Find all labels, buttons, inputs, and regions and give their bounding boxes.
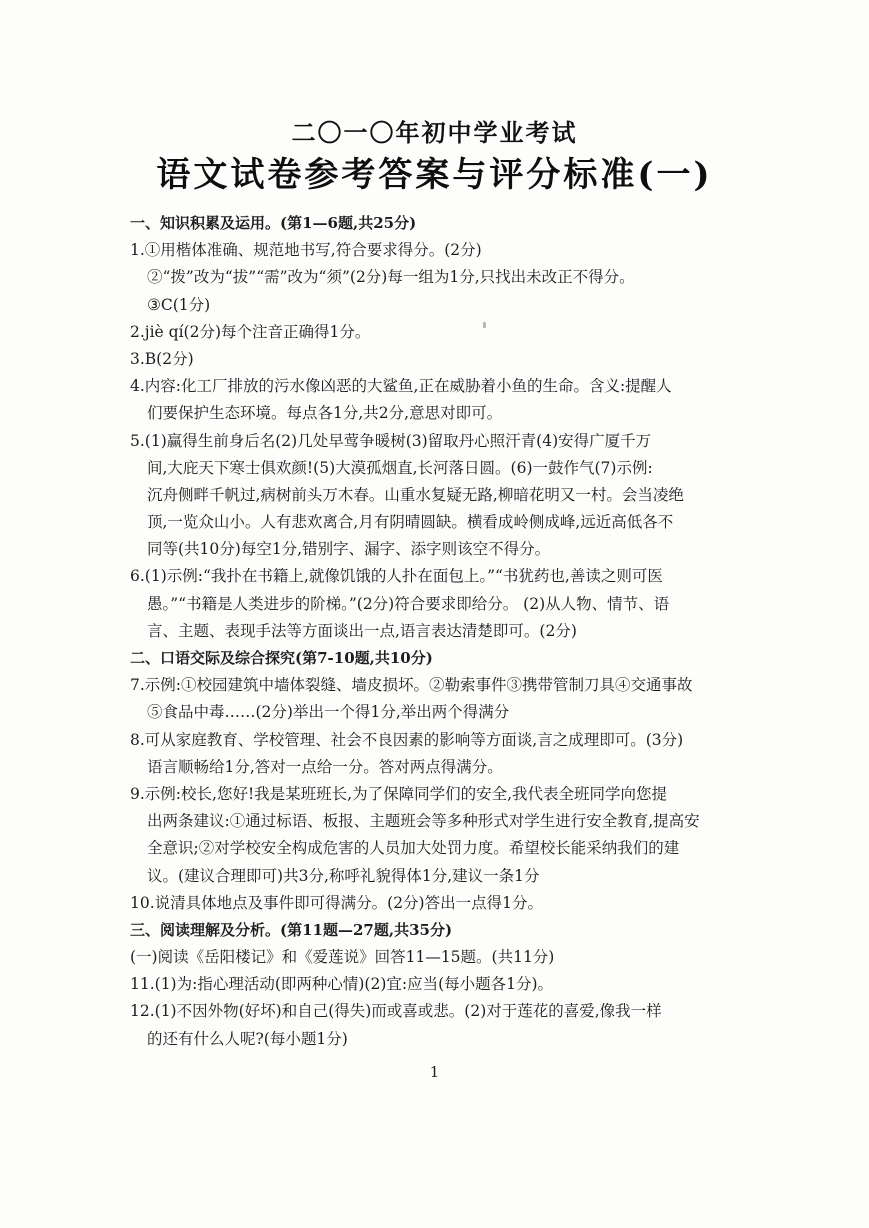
answer-item: 5.(1)赢得生前身后名(2)几处早莺争暖树(3)留取丹心照汗青(4)安得广厦千万 — [130, 431, 652, 450]
answer-continuation: 沉舟侧畔千帆过,病树前头万木春。山重水复疑无路,柳暗花明又一村。会当凌绝 — [147, 485, 684, 504]
answer-item: 9.示例:校长,您好!我是某班班长,为了保障同学们的安全,我代表全班同学向您提 — [130, 784, 668, 803]
answer-item: 12.(1)不因外物(好坏)和自己(得失)而或喜或悲。(2)对于莲花的喜爱,像我一样 — [130, 1002, 662, 1021]
answer-continuation: 出两条建议:①通过标语、板报、主题班会等多种形式对学生进行安全教育,提高安 — [147, 812, 700, 831]
section-heading: 三、阅读理解及分析。(第11题—27题,共35分) — [130, 920, 453, 939]
answer-item: 10.说清具体地点及事件即可得满分。(2分)答出一点得1分。 — [130, 893, 543, 912]
answer-continuation: 言、主题、表现手法等方面谈出一点,语言表达清楚即可。(2分) — [147, 621, 577, 640]
answer-continuation: 全意识;②对学校安全构成危害的人员加大处罚力度。希望校长能采纳我们的建 — [147, 839, 680, 858]
document-title: 语文试卷参考答案与评分标准(一) — [156, 155, 713, 195]
page-number: 1 — [429, 1063, 440, 1081]
exam-title: 二〇一〇年初中学业考试 — [291, 118, 578, 147]
answer-continuation: 议。(建议合理即可)共3分,称呼礼貌得体1分,建议一条1分 — [147, 866, 540, 885]
answer-continuation: 的还有什么人呢?(每小题1分) — [147, 1029, 348, 1048]
answer-item: 7.示例:①校园建筑中墙体裂缝、墙皮损坏。②勒索事件③携带管制刀具④交通事故 — [130, 676, 693, 695]
scan-speck — [483, 322, 486, 328]
answer-item: 3.B(2分) — [130, 349, 194, 368]
answer-item: 8.可从家庭教育、学校管理、社会不良因素的影响等方面谈,言之成理即可。(3分) — [130, 730, 684, 749]
section-heading: 一、知识积累及运用。(第1—6题,共25分) — [130, 214, 417, 232]
answer-item: 1.①用楷体准确、规范地书写,符合要求得分。(2分) — [130, 241, 482, 260]
answer-continuation: 语言顺畅给1分,答对一点给一分。答对两点得满分。 — [147, 757, 503, 776]
answer-continuation: ⑤食品中毒……(2分)举出一个得1分,举出两个得满分 — [147, 703, 510, 722]
answer-item: 6.(1)示例:“我扑在书籍上,就像饥饿的人扑在面包上。”“书犹药也,善读之则可医 — [130, 567, 663, 586]
section-heading: 二、口语交际及综合探究(第7-10题,共10分) — [130, 649, 433, 667]
answer-item: 4.内容:化工厂排放的污水像凶恶的大鲨鱼,正在威胁着小鱼的生命。含义:提醒人 — [130, 377, 672, 396]
answer-continuation: ②“拨”改为“拔”“需”改为“须”(2分)每一组为1分,只找出未改正不得分。 — [147, 268, 635, 287]
answer-item: 2.jiè qí(2分)每个注音正确得1分。 — [130, 322, 371, 341]
answer-content — [130, 210, 750, 1053]
answer-continuation: 同等(共10分)每空1分,错别字、漏字、添字则该空不得分。 — [147, 540, 551, 559]
answer-continuation: 愚。”“书籍是人类进步的阶梯。”(2分)符合要求即给分。 (2)从人物、情节、语 — [147, 594, 670, 613]
answer-continuation: ③C(1分) — [147, 295, 211, 314]
answer-continuation: 间,大庇天下寒士俱欢颜!(5)大漠孤烟直,长河落日圆。(6)一鼓作气(7)示例: — [147, 458, 653, 477]
answer-item: 11.(1)为:指心理活动(即两种心情)(2)宜:应当(每小题各1分)。 — [130, 975, 554, 994]
answer-continuation: 顶,一览众山小。人有悲欢离合,月有阴晴圆缺。横看成岭侧成峰,远近高低各不 — [147, 513, 674, 532]
answer-continuation: 们要保护生态环境。每点各1分,共2分,意思对即可。 — [147, 404, 503, 423]
answer-item: (一)阅读《岳阳楼记》和《爱莲说》回答11—15题。(共11分) — [130, 948, 555, 967]
